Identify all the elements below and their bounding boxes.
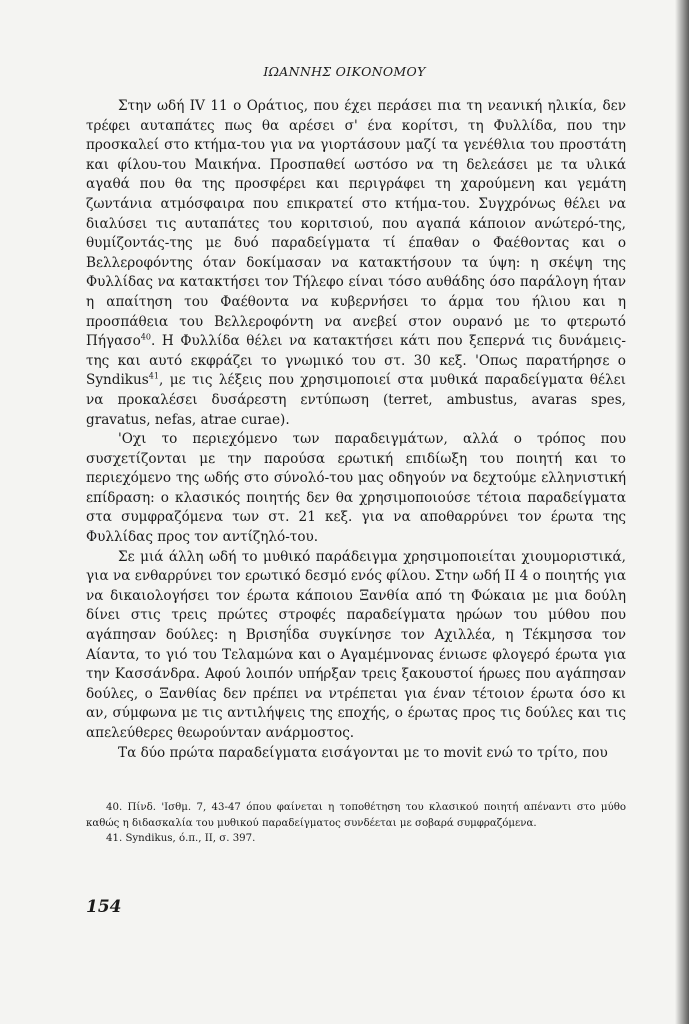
page-edge-shadow [675,0,689,1024]
paragraph-1: Στην ωδή IV 11 ο Οράτιος, που έχει περάσει πια τη νεανική ηλικία, δεν τρέφει αυταπάτες πως θα αρέσει σ' ένα κορίτσι, τη Φυλλίδα, που την προσκαλεί στο κτήμα-του για να γιορτάσουν μαζί τα γενέθλια του προστάτη και φίλου-του Μαικήνα. Προσπαθεί ωστόσο να τη δελεάσει με τα υλικά αγαθά που θα της προσφέρει και περιγράφει τη χαρούμενη και γεμάτη ζωντάνια ατμόσφαιρα που επικρατεί στο κτήμα-του. Συγχρόνως θέλει να διαλύσει τις αυταπάτες του κοριτσιού, που αγαπά κάποιον ανώτερό-της, θυμίζοντάς-της με δυό παραδείγματα τί έπαθαν ο Φαέθοντας και ο Βελλεροφόντης όταν δοκίμασαν να κατακτήσουν τα ύψη: η σκέψη της Φυλλίδας να κατακτήσει τον Τήλεφο είναι τόσο αυθάδης όσο παράλογη ήταν η απαίτηση του Φαέθοντα να κυβερνήσει το άρμα του ήλιου και η προσπάθεια του Βελλεροφόντη να ανεβεί στον ουρανό με το φτερωτό Πήγασο$^{40}$. Η Φυλλίδα θέλει να κατακτήσει κάτι που ξεπερνά τις δυνάμεις-της και αυτό εκφράζει το γνωμικό του στ. 30 κεξ. 'Οπως παρατήρησε ο Syndikus$^{41}$, με τις λέξεις που χρησιμοποιεί στα μυθικά παραδείγματα θέλει να προκαλέσει δυσάρεστη εντύπωση (terret, ambustus, avaras spes, gravatus, nefas, atrae curae). [86,98,626,428]
page-number: 154 [86,897,122,917]
footnotes [86,800,626,847]
paragraph-3: Σε μιά άλλη ωδή το μυθικό παράδειγμα χρησιμοποιείται χιουμοριστικά, για να ενθαρρύνει τον ερωτικό δεσμό ενός φίλου. Στην ωδή II 4 ο ποιητής για να δικαιολογήσει τον έρωτα κάποιου Ξανθία από τη Φώκαια με μια δούλη δίνει στις τρεις πρώτες στροφές παραδείγματα ηρώων του μύθου που αγάπησαν δούλες: η Βρισηΐδα συγκίνησε τον Αχιλλέα, η Τέκμησσα τον Αίαντα, το γιό του Τελαμώνα και ο Αγαμέμνονας ένιωσε φλογερό έρωτα για την Κασσάνδρα. Αφού λοιπόν υπήρξαν τρεις ξακουστοί ήρωες που αγάπησαν δούλες, ο Ξανθίας δεν πρέπει να ντρέπεται για έναν τέτοιον έρωτα όσο κι αν, σύμφωνα με τις αντιλήψεις της εποχής, ο έρωτας προς τις δούλες και τις απελεύθερες θεωρούνταν ανάρμοστος. [86,548,626,741]
main-text [86,97,626,763]
running-header: ΙΩΑΝΝΗΣ ΟΙΚΟΝΟΜΟΥ [263,64,426,79]
footnote-40: 40. Πίνδ. 'Ισθμ. 7, 43-47 όπου φαίνεται η τοποθέτηση του κλασικού ποιητή απέναντι στο μύθο καθώς η διδασκαλία του μυθικού παραδείγματος συνδέεται με σοβαρά συμφραζόμενα. [86,802,626,829]
paragraph-4: Τα δύο πρώτα παραδείγματα εισάγονται με το movit ενώ το τρίτο, που [118,744,608,761]
paragraph-2: 'Οχι το περιεχόμενο των παραδειγμάτων, αλλά ο τρόπος που συσχετίζονται με την παρούσα ερωτική επιδίωξη του ποιητή και το περιεχόμενο της ωδής στο σύνολό-του μας οδηγούν να δεχτούμε ελληνιστική επίδραση: ο κλασικός ποιητής δεν θα χρησιμοποιούσε τέτοια παραδείγματα στα συμφραζόμενα των στ. 21 κεξ. για να αποθαρρύνει τον έρωτα της Φυλλίδας προς τον αντίζηλό-του. [86,431,626,546]
footnote-41: 41. Syndikus, ό.π., II, σ. 397. [106,833,256,844]
footnote-ref-40[interactable]: 40 [140,332,151,342]
footnote-ref-41[interactable]: 41 [148,371,159,381]
